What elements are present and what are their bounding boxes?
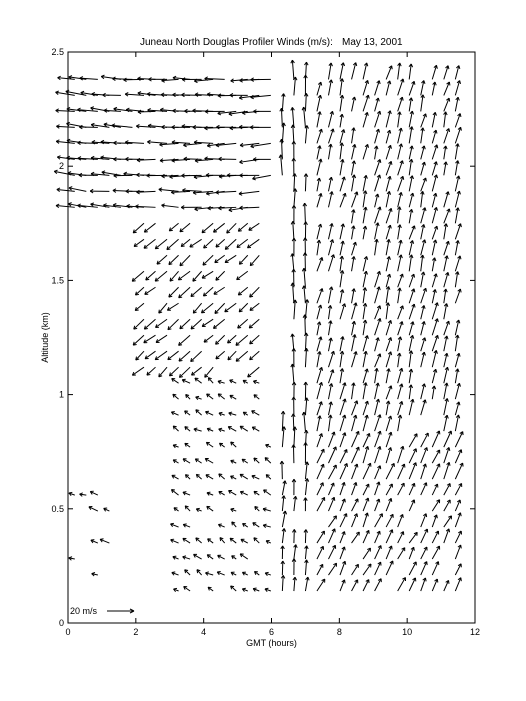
wind-vector <box>147 142 167 144</box>
wind-vector <box>352 499 358 511</box>
wind-vector <box>455 432 462 448</box>
wind-vector <box>432 319 437 336</box>
wind-vector <box>236 351 248 361</box>
wind-vector <box>363 433 369 447</box>
wind-vector <box>156 335 167 342</box>
wind-vector <box>133 335 144 345</box>
wind-vector <box>191 319 202 329</box>
wind-vector <box>228 351 236 360</box>
wind-vector <box>432 464 439 479</box>
wind-vector-head <box>167 249 170 250</box>
wind-vector-head <box>225 249 228 250</box>
x-tick-label: 4 <box>201 627 207 637</box>
wind-vector <box>432 562 438 575</box>
wind-vector-head <box>179 345 182 346</box>
wind-vector <box>216 239 225 247</box>
wind-vector <box>409 434 417 447</box>
wind-vector-head <box>179 297 182 298</box>
wind-vector <box>213 319 224 328</box>
wind-vector <box>432 500 439 511</box>
wind-vector <box>250 287 260 297</box>
wind-vector-head <box>135 294 138 295</box>
wind-vector <box>193 303 201 313</box>
wind-vector <box>305 174 306 192</box>
wind-vector <box>375 175 380 191</box>
wind-vector <box>225 239 236 249</box>
wind-vector <box>250 303 259 310</box>
wind-vector <box>375 546 381 560</box>
wind-vector <box>205 79 225 80</box>
x-tick-label: 0 <box>65 627 71 637</box>
wind-vector-head <box>180 231 183 232</box>
wind-vector <box>155 351 167 359</box>
wind-vector <box>169 287 179 297</box>
wind-vector <box>328 563 336 575</box>
wind-vector <box>375 431 381 447</box>
wind-vector <box>305 560 306 575</box>
wind-vector <box>375 579 382 591</box>
wind-vector <box>179 287 190 298</box>
wind-vector <box>247 239 259 248</box>
wind-vector <box>250 255 259 265</box>
wind-vector <box>444 516 452 527</box>
wind-vector <box>169 255 179 264</box>
wind-vector <box>328 529 334 543</box>
wind-vector-head <box>185 506 186 509</box>
y-tick-label: 1 <box>58 389 64 400</box>
wind-vector <box>386 561 393 575</box>
wind-vector <box>386 463 394 479</box>
wind-vector <box>145 351 155 359</box>
wind-vector <box>136 351 144 360</box>
wind-vector-head <box>146 279 149 280</box>
wind-vector <box>375 415 381 432</box>
wind-vector <box>180 223 190 231</box>
wind-vector <box>328 447 335 463</box>
wind-vector <box>213 223 224 232</box>
wind-vector-head <box>253 179 256 180</box>
wind-vector <box>238 319 248 328</box>
wind-vector <box>215 255 225 262</box>
wind-vector <box>125 94 144 95</box>
wind-vector <box>455 463 462 479</box>
wind-vector <box>432 450 439 463</box>
wind-vector-head <box>135 310 138 311</box>
wind-vector <box>236 335 248 345</box>
wind-vector <box>239 303 248 312</box>
wind-vector-head <box>238 231 241 232</box>
wind-vector-head <box>202 232 205 233</box>
wind-vector <box>216 351 225 359</box>
wind-vector <box>363 548 370 559</box>
wind-vector <box>181 239 190 246</box>
wind-vector <box>432 546 439 559</box>
wind-vector <box>340 383 345 400</box>
y-tick-label: 2.5 <box>51 47 64 57</box>
chart-date: May 13, 2001 <box>342 37 403 48</box>
wind-vector <box>237 271 248 279</box>
wind-vector-head <box>203 295 206 296</box>
wind-vector-head <box>206 194 209 195</box>
wind-vector <box>147 367 156 375</box>
wind-vector <box>409 463 416 480</box>
wind-vector-head <box>216 145 219 146</box>
wind-vector <box>340 463 347 479</box>
wind-vector <box>144 335 156 342</box>
wind-vector <box>305 93 306 111</box>
wind-vector <box>240 207 260 208</box>
wind-vector <box>352 447 359 463</box>
wind-vector <box>328 545 335 559</box>
wind-vector <box>375 207 381 223</box>
wind-vector <box>328 516 336 527</box>
wind-vector <box>398 446 403 463</box>
wind-vector-head <box>132 281 135 282</box>
wind-vector <box>179 335 191 345</box>
wind-vector <box>328 255 333 272</box>
wind-vector-head <box>195 209 198 210</box>
wind-vector <box>294 77 296 95</box>
wind-vector <box>398 548 405 559</box>
wind-vector <box>293 221 294 239</box>
x-tick-label: 8 <box>336 627 342 637</box>
wind-vector <box>317 464 324 479</box>
wind-vector <box>421 529 428 543</box>
wind-vector-head <box>250 343 253 344</box>
wind-vector <box>133 223 144 233</box>
wind-vector-head <box>197 570 198 573</box>
wind-vector <box>203 255 213 265</box>
wind-vector <box>157 255 167 264</box>
wind-vector <box>216 191 236 192</box>
wind-vector <box>363 463 370 479</box>
wind-vector <box>169 367 178 376</box>
wind-vector <box>227 223 237 233</box>
wind-vector <box>375 159 380 175</box>
y-tick-label: 0 <box>58 618 64 628</box>
wind-vector <box>134 239 144 246</box>
y-axis-label: Altitude (km) <box>40 312 50 363</box>
wind-vector <box>352 564 359 575</box>
wind-vector-head <box>208 378 209 381</box>
wind-vector-head <box>216 246 219 247</box>
wind-vector <box>168 351 179 359</box>
wind-vector <box>375 446 380 463</box>
wind-vector <box>192 367 202 375</box>
wind-vector <box>282 575 283 591</box>
wind-vector <box>56 126 74 127</box>
wind-vector <box>145 287 156 294</box>
wind-vector <box>294 189 295 208</box>
x-tick-label: 10 <box>402 627 413 637</box>
wind-vector <box>328 432 334 447</box>
wind-vector <box>375 562 381 575</box>
wind-vector <box>205 367 213 377</box>
wind-vector <box>409 562 416 575</box>
wind-vector <box>202 223 213 232</box>
wind-vector <box>398 483 404 495</box>
wind-vector <box>239 191 259 194</box>
wind-vector <box>193 191 213 193</box>
wind-vector <box>249 223 259 230</box>
wind-vector <box>135 303 144 310</box>
wind-vector <box>328 351 333 367</box>
wind-vector <box>238 223 247 231</box>
wind-vector <box>191 351 202 361</box>
wind-vector <box>237 239 248 247</box>
wind-vector <box>190 239 202 247</box>
wind-vector-head <box>157 263 160 264</box>
wind-vector <box>282 94 283 112</box>
wind-vector <box>317 483 323 495</box>
wind-vector-head <box>232 522 233 525</box>
wind-vector <box>194 142 213 143</box>
wind-vector <box>228 335 237 343</box>
wind-vector-head <box>220 538 221 541</box>
wind-vector <box>292 60 293 79</box>
wind-vector-head <box>240 162 243 163</box>
wind-vector <box>455 127 460 143</box>
wind-vector <box>204 239 214 248</box>
wind-vector <box>398 79 403 95</box>
wind-vector <box>155 271 167 281</box>
wind-vector <box>375 318 381 335</box>
wind-vector-head <box>133 232 136 233</box>
wind-vector <box>179 367 190 377</box>
wind-vector <box>293 414 294 431</box>
wind-vector <box>179 351 190 361</box>
wind-vector <box>225 255 236 262</box>
wind-vector <box>305 398 306 415</box>
wind-vector-head <box>239 98 242 99</box>
wind-vector <box>340 449 347 463</box>
wind-vector <box>409 578 415 591</box>
wind-vector <box>432 431 439 447</box>
wind-vector <box>170 271 179 281</box>
wind-vector-head <box>236 361 239 362</box>
wind-vector-head <box>229 210 232 211</box>
wind-vector <box>216 271 225 280</box>
wind-vector <box>444 483 450 495</box>
wind-vector <box>444 209 450 223</box>
wind-vector <box>155 239 167 248</box>
wind-vector-head <box>239 194 242 195</box>
wind-vector <box>455 483 461 495</box>
wind-vector <box>455 450 461 464</box>
wind-vector <box>184 159 202 160</box>
wind-vector <box>317 449 324 463</box>
wind-vector <box>421 562 427 575</box>
wind-vector <box>156 319 168 327</box>
wind-vector <box>444 431 451 447</box>
wind-vector <box>432 303 437 320</box>
wind-vector-head <box>228 342 231 343</box>
wind-vectors <box>54 60 463 592</box>
wind-vector <box>421 433 428 447</box>
wind-vector <box>78 143 98 144</box>
wind-vector <box>294 174 295 192</box>
wind-vector <box>293 125 294 144</box>
wind-vector <box>159 303 167 313</box>
wind-vector <box>352 401 358 415</box>
wind-vector <box>171 191 190 192</box>
wind-vector <box>352 464 358 479</box>
wind-vector <box>160 143 179 144</box>
wind-vector <box>144 239 155 248</box>
wind-vector-head <box>155 281 158 282</box>
wind-vector <box>201 303 213 313</box>
wind-vector <box>340 514 347 528</box>
wind-vector <box>444 462 449 479</box>
wind-vector <box>375 514 383 527</box>
wind-vector-head <box>251 147 254 148</box>
y-tick-label: 1.5 <box>51 275 64 286</box>
wind-vector <box>363 564 371 575</box>
wind-vector-head <box>183 145 186 146</box>
wind-vector <box>305 203 306 223</box>
wind-vector <box>363 95 368 111</box>
wind-vector <box>317 579 325 591</box>
wind-vector <box>328 497 334 511</box>
wind-vector <box>132 367 144 375</box>
scale-legend-label: 20 m/s <box>70 606 98 616</box>
wind-vector <box>132 271 144 281</box>
wind-vector <box>134 319 144 329</box>
wind-vector <box>249 319 259 328</box>
wind-vector <box>375 111 380 127</box>
wind-vector <box>167 239 179 249</box>
wind-vector <box>169 223 178 231</box>
wind-vector-head <box>207 146 210 147</box>
wind-vector <box>56 111 75 112</box>
wind-vector <box>204 335 213 342</box>
wind-vector <box>340 399 345 415</box>
wind-vector <box>444 447 449 463</box>
wind-vector <box>144 223 155 232</box>
wind-vector <box>421 547 427 559</box>
wind-vector <box>317 546 323 559</box>
wind-vector <box>386 514 393 527</box>
wind-vector <box>317 497 325 511</box>
wind-vector <box>202 319 213 326</box>
wind-vector <box>455 224 460 240</box>
wind-vector <box>409 449 416 463</box>
wind-vector-head <box>144 328 147 329</box>
wind-vector <box>421 448 427 464</box>
wind-vector <box>203 287 213 296</box>
wind-vector-head <box>229 114 232 115</box>
wind-vector <box>432 531 438 543</box>
wind-vector-head <box>218 114 221 115</box>
x-tick-label: 2 <box>133 627 139 637</box>
wind-vector <box>214 287 225 294</box>
wind-vector-head <box>179 360 182 361</box>
y-tick-label: 0.5 <box>51 503 64 514</box>
wind-vector <box>168 319 179 329</box>
wind-vector <box>138 111 156 112</box>
wind-vector-head <box>180 328 183 329</box>
wind-vector-head <box>238 294 241 295</box>
wind-vector <box>317 531 324 543</box>
wind-vector <box>292 107 294 127</box>
scale-legend <box>70 606 134 616</box>
wind-vector-head <box>204 247 207 248</box>
wind-vector <box>248 367 260 377</box>
wind-vector <box>146 271 156 280</box>
wind-vector-head <box>191 328 194 329</box>
wind-vector <box>352 431 359 447</box>
wind-vector <box>398 578 406 592</box>
wind-vector <box>250 335 260 344</box>
x-axis-label: GMT (hours) <box>246 638 297 648</box>
wind-vector <box>239 255 247 264</box>
wind-vector <box>191 287 202 296</box>
wind-vector-head <box>236 345 239 346</box>
wind-vector <box>216 335 225 344</box>
wind-vector-head <box>147 374 150 375</box>
chart-title: Juneau North Douglas Profiler Winds (m/s): <box>140 37 333 48</box>
x-axis-ticks <box>65 52 480 637</box>
wind-vector <box>180 319 190 329</box>
wind-vector <box>135 287 144 295</box>
wind-vector <box>167 303 178 310</box>
wind-vector-head <box>238 327 241 328</box>
wind-vector <box>193 271 202 281</box>
wind-vector <box>386 484 392 495</box>
wind-vector <box>398 464 405 479</box>
wind-vector <box>225 303 236 312</box>
x-tick-label: 6 <box>268 627 275 637</box>
wind-vector-head <box>201 312 204 313</box>
wind-vector-head <box>213 328 216 329</box>
wind-vector-head <box>216 358 219 359</box>
wind-vector <box>432 335 437 351</box>
wind-vector <box>352 532 360 543</box>
wind-vector <box>180 255 190 266</box>
wind-vector <box>178 271 190 280</box>
wind-vector <box>202 271 213 278</box>
wind-vector-head <box>191 296 194 297</box>
wind-vector <box>409 532 417 543</box>
wind-vector-head <box>133 344 136 345</box>
y-tick-label: 2 <box>58 161 64 172</box>
wind-vector <box>386 530 392 543</box>
wind-vector <box>159 367 167 377</box>
wind-vector <box>144 319 155 329</box>
wind-vector-head <box>248 376 251 377</box>
wind-vector <box>215 303 225 313</box>
wind-vector <box>250 351 260 360</box>
wind-vector <box>328 465 336 479</box>
x-tick-label: 12 <box>469 627 481 637</box>
wind-vector-head <box>240 145 243 146</box>
wind-vector-head <box>250 359 253 360</box>
wind-vector <box>238 287 247 295</box>
wind-vector-head <box>249 327 252 328</box>
wind-vector <box>352 192 358 208</box>
wind-vector <box>444 500 450 511</box>
